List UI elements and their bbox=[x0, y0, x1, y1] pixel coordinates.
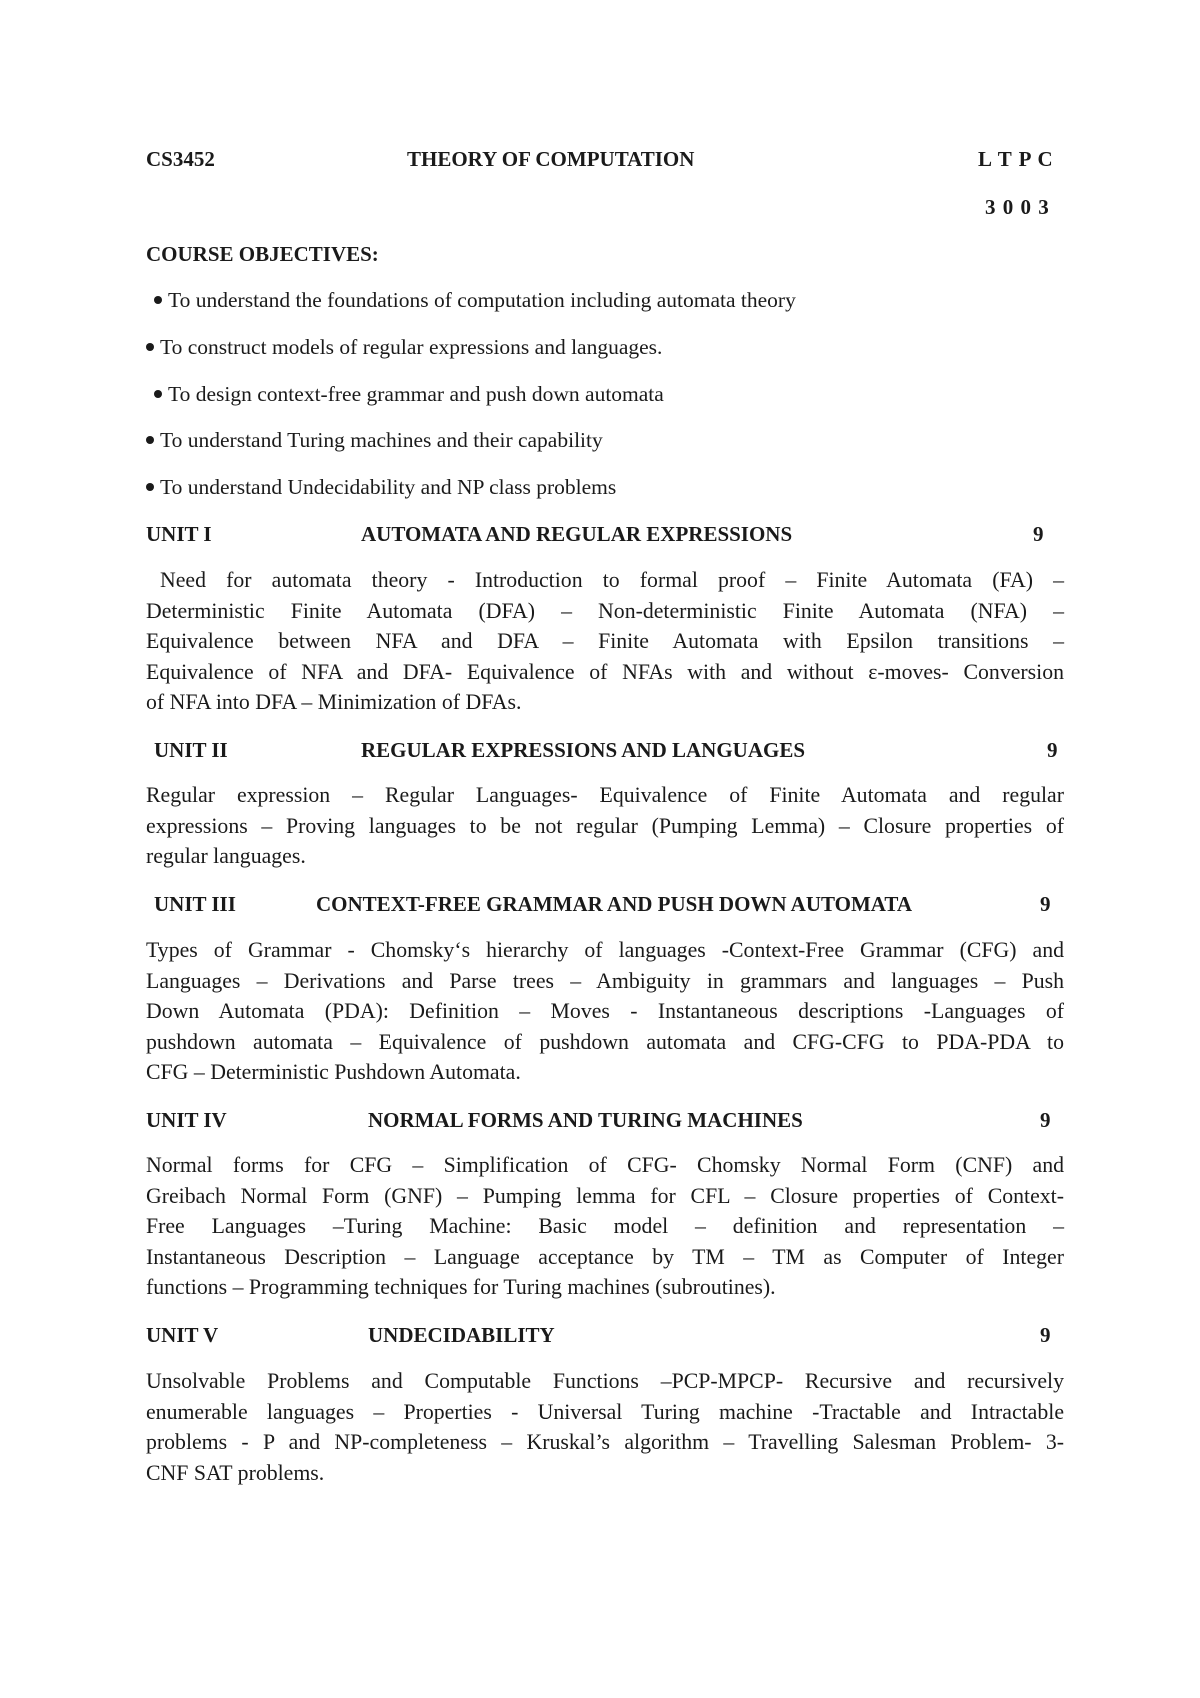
objective-text: To understand Turing machines and their capability bbox=[160, 428, 603, 452]
bullet-icon bbox=[146, 343, 154, 351]
bullet-icon bbox=[154, 296, 162, 304]
description-line: expressions – Proving languages to be not regular (Pumping Lemma) – Closure properties of bbox=[146, 813, 1064, 838]
unit-description bbox=[146, 565, 1064, 718]
objective-item bbox=[146, 428, 603, 453]
objective-text: To construct models of regular expressions and languages. bbox=[160, 335, 663, 359]
unit-title: NORMAL FORMS AND TURING MACHINES bbox=[368, 1108, 803, 1132]
objective-item bbox=[146, 475, 616, 500]
bullet-icon bbox=[146, 483, 154, 491]
objective-text: To understand Undecidability and NP class problems bbox=[160, 475, 617, 499]
objective-text: To design context-free grammar and push down automata bbox=[168, 382, 664, 406]
description-line: Equivalence of NFA and DFA- Equivalence of NFAs with and without ε-moves- Conversion bbox=[146, 659, 1064, 684]
description-line: Free Languages –Turing Machine: Basic model – definition and representation – bbox=[146, 1214, 1064, 1238]
description-line: Greibach Normal Form (GNF) – Pumping lemma for CFL – Closure properties of Context- bbox=[146, 1183, 1064, 1208]
description-line: CFG – Deterministic Pushdown Automata. bbox=[146, 1060, 521, 1084]
description-line: Instantaneous Description – Language acceptance by TM – TM as Computer of Integer bbox=[146, 1244, 1064, 1269]
description-line: Languages – Derivations and Parse trees – Ambiguity in grammars and languages – Push bbox=[146, 968, 1064, 993]
unit-label: UNIT III bbox=[154, 892, 236, 916]
description-line: Equivalence between NFA and DFA – Finite Automata with Epsilon transitions – bbox=[146, 629, 1064, 653]
unit-label: UNIT I bbox=[146, 522, 212, 546]
objectives-heading: COURSE OBJECTIVES: bbox=[146, 242, 379, 266]
unit-label: UNIT II bbox=[154, 738, 228, 762]
description-line: CNF SAT problems. bbox=[146, 1460, 325, 1485]
unit-description bbox=[146, 780, 1064, 872]
description-line: Need for automata theory - Introduction to formal proof – Finite Automata (FA) – bbox=[160, 568, 1064, 592]
description-line: regular languages. bbox=[146, 844, 306, 868]
unit-description bbox=[146, 1366, 1064, 1488]
unit-hours: 9 bbox=[1033, 522, 1044, 546]
unit-description bbox=[146, 1150, 1064, 1303]
unit-hours: 9 bbox=[1040, 1108, 1051, 1132]
unit-description bbox=[146, 935, 1064, 1088]
unit-hours: 9 bbox=[1040, 892, 1051, 916]
unit-hours: 9 bbox=[1047, 738, 1058, 762]
description-line: of NFA into DFA – Minimization of DFAs. bbox=[146, 690, 522, 714]
objective-item bbox=[154, 382, 664, 407]
course-code: CS3452 bbox=[146, 147, 215, 171]
unit-title: UNDECIDABILITY bbox=[368, 1323, 555, 1347]
description-line: Types of Grammar - Chomsky‘s hierarchy of languages -Context-Free Grammar (CFG) and bbox=[146, 938, 1064, 962]
objective-item bbox=[146, 335, 662, 360]
ltpc-values: 3 0 0 3 bbox=[985, 195, 1050, 219]
unit-label: UNIT IV bbox=[146, 1108, 227, 1132]
objective-text: To understand the foundations of computation including automata theory bbox=[168, 288, 796, 312]
course-title: THEORY OF COMPUTATION bbox=[407, 147, 695, 171]
description-line: Unsolvable Problems and Computable Functions –PCP-MPCP- Recursive and recursively bbox=[146, 1369, 1064, 1393]
objective-item bbox=[154, 288, 796, 313]
description-line: Down Automata (PDA): Definition – Moves - Instantaneous descriptions -Languages of bbox=[146, 999, 1064, 1023]
description-line: pushdown automata – Equivalence of pushdown automata and CFG-CFG to PDA-PDA to bbox=[146, 1029, 1064, 1054]
ltpc-label: L T P C bbox=[978, 147, 1054, 171]
unit-title: REGULAR EXPRESSIONS AND LANGUAGES bbox=[361, 738, 806, 762]
unit-title: CONTEXT-FREE GRAMMAR AND PUSH DOWN AUTOMATA bbox=[316, 892, 912, 916]
unit-title: AUTOMATA AND REGULAR EXPRESSIONS bbox=[361, 522, 793, 546]
description-line: functions – Programming techniques for Turing machines (subroutines). bbox=[146, 1275, 776, 1299]
description-line: Deterministic Finite Automata (DFA) – Non-deterministic Finite Automata (NFA) – bbox=[146, 598, 1064, 623]
unit-hours: 9 bbox=[1040, 1323, 1051, 1347]
description-line: Normal forms for CFG – Simplification of CFG- Chomsky Normal Form (CNF) and bbox=[146, 1153, 1064, 1177]
description-line: Regular expression – Regular Languages- Equivalence of Finite Automata and regular bbox=[146, 783, 1064, 807]
bullet-icon bbox=[146, 436, 154, 444]
description-line: enumerable languages – Properties - Universal Turing machine -Tractable and Intractable bbox=[146, 1399, 1064, 1424]
description-line: problems - P and NP-completeness – Kruskal’s algorithm – Travelling Salesman Problem- 3- bbox=[146, 1430, 1064, 1454]
unit-label: UNIT V bbox=[146, 1323, 219, 1347]
bullet-icon bbox=[154, 390, 162, 398]
